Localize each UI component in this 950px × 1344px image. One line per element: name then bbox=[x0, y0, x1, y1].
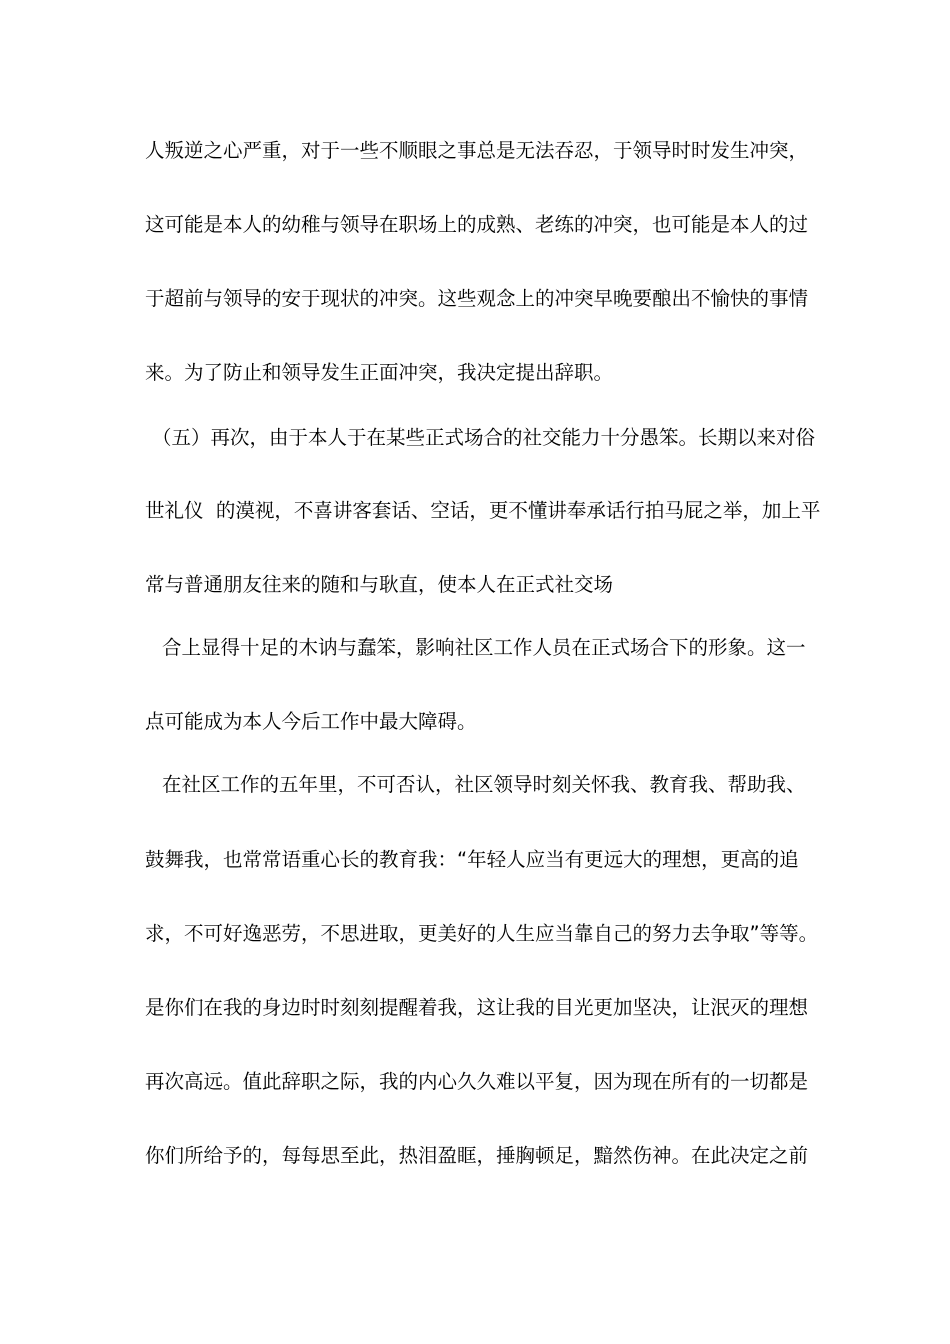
text-line-11: 鼓舞我，也常常语重心长的教育我：“年轻人应当有更远大的理想，更高的追 bbox=[145, 848, 799, 871]
text-line-3: 于超前与领导的安于现状的冲突。这些观念上的冲突早晚要酿出不愉快的事情 bbox=[145, 287, 809, 310]
text-line-6: 世礼仪 的漠视，不喜讲客套话、空话，更不懂讲奉承话行拍马屁之举，加上平 bbox=[145, 499, 821, 522]
text-line-2: 这可能是本人的幼稚与领导在职场上的成熟、老练的冲突，也可能是本人的过 bbox=[145, 213, 809, 236]
text-line-4: 来。为了防止和领导发生正面冲突，我决定提出辞职。 bbox=[145, 361, 614, 384]
text-line-7: 常与普通朋友往来的随和与耿直，使本人在正式社交场 bbox=[145, 573, 614, 596]
text-line-8: 合上显得十足的木讷与蠢笨，影响社区工作人员在正式场合下的形象。这一 bbox=[162, 636, 806, 659]
text-line-9: 点可能成为本人今后工作中最大障碍。 bbox=[145, 710, 477, 733]
text-line-10: 在社区工作的五年里，不可否认，社区领导时刻关怀我、教育我、帮助我、 bbox=[162, 773, 806, 796]
text-line-5: （五）再次，由于本人于在某些正式场合的社交能力十分愚笨。长期以来对俗 bbox=[152, 426, 816, 449]
text-line-15: 你们所给予的，每每思至此，热泪盈眶，捶胸顿足，黯然伤神。在此决定之前 bbox=[145, 1144, 809, 1167]
text-line-1: 人叛逆之心严重，对于一些不顺眼之事总是无法吞忍，于领导时时发生冲突， bbox=[145, 139, 809, 162]
text-line-12: 求，不可好逸恶劳，不思进取，更美好的人生应当靠自己的努力去争取”等等。 bbox=[145, 922, 819, 945]
text-line-13: 是你们在我的身边时时刻刻提醒着我，这让我的目光更加坚决，让泯灭的理想 bbox=[145, 996, 809, 1019]
text-line-14: 再次高远。值此辞职之际，我的内心久久难以平复，因为现在所有的一切都是 bbox=[145, 1070, 809, 1093]
